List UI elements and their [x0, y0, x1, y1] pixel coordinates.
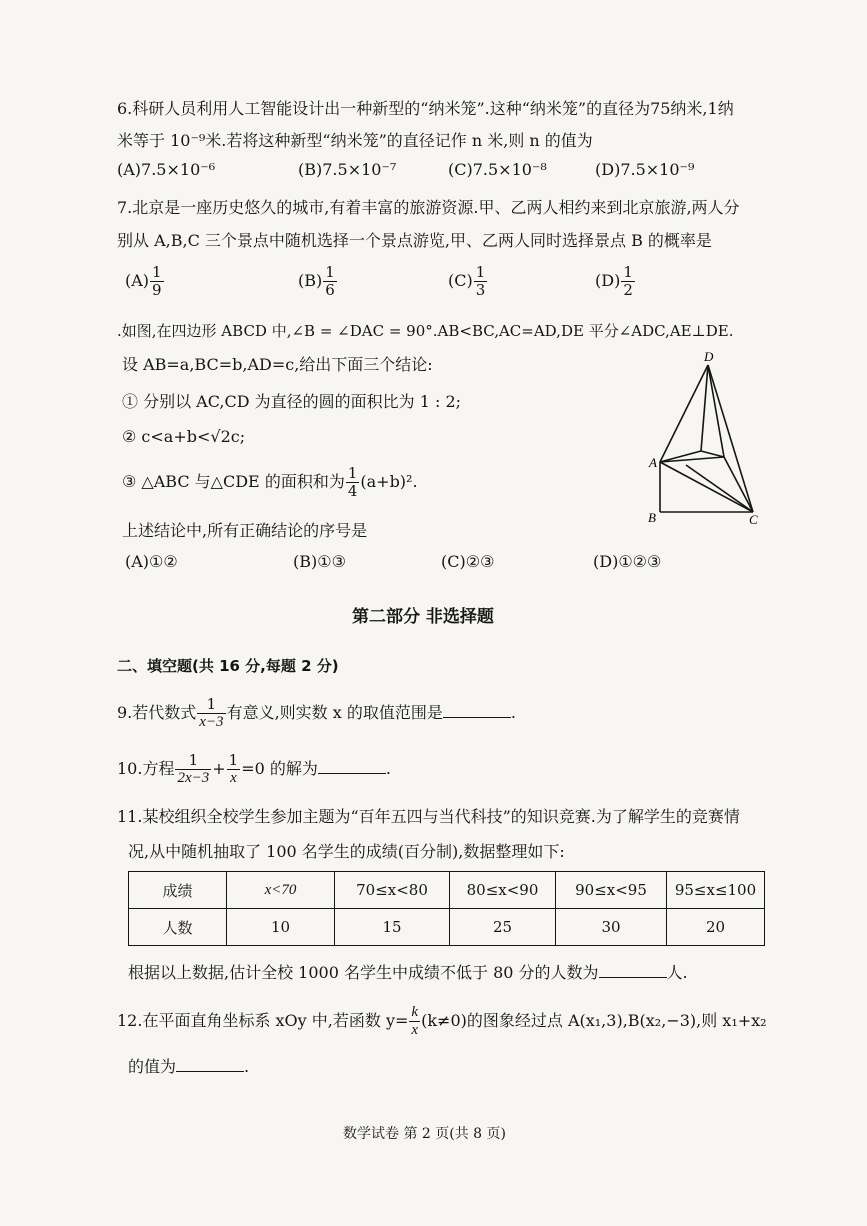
- quadrilateral-figure: [636, 345, 766, 530]
- q8-conclusion-1: ① 分别以 AC,CD 为直径的圆的面积比为 1 : 2;: [122, 392, 462, 411]
- q7-choice-b: (B) $\frac{1}{6}$: [298, 263, 335, 299]
- q10-answer-blank: [318, 757, 386, 774]
- table-cell: x<70: [227, 872, 335, 909]
- table-cell: 80≤x<90: [450, 872, 556, 909]
- table-row-header: [129, 872, 765, 909]
- q10: 10.方程 $\frac{1}{2x-3}$ + $\frac{1}{x}$ =0 的解为 .: [117, 751, 391, 786]
- q11-line1: 11.某校组织全校学生参加主题为“百年五四与当代科技”的知识竞赛.为了解学生的竞赛情: [117, 807, 740, 826]
- section2-header: 二、填空题(共 16 分,每题 2 分): [117, 657, 339, 675]
- table-cell: 人数: [129, 909, 227, 946]
- q8-conclusion-3: ③ △ABC 与△CDE 的面积和为 $\frac{1}{4}$ (a+b)².: [122, 464, 418, 500]
- q8-summary: 上述结论中,所有正确结论的序号是: [122, 521, 368, 540]
- q12-line2: 的值为 .: [128, 1057, 250, 1076]
- q7-choice-d: (D) $\frac{1}{2}$: [595, 263, 633, 299]
- table-cell: 成绩: [129, 872, 227, 909]
- table-cell: 20: [667, 909, 765, 946]
- q11-tail: 根据以上数据,估计全校 1000 名学生中成绩不低于 80 分的人数为 人.: [128, 963, 688, 982]
- q12-line1: 12.在平面直角坐标系 xOy 中,若函数 y= $\frac{k}{x}$ (k≠0)的图象经过点 A(x₁,3),B(x₂,−3),则 x₁+x₂: [117, 1004, 767, 1038]
- q8-choice-a: (A)①②: [125, 552, 178, 571]
- q8-choice-c: (C)②③: [441, 552, 495, 571]
- table-cell: 70≤x<80: [335, 872, 450, 909]
- q11-answer-blank: [599, 961, 667, 978]
- edge-dc: [708, 365, 753, 512]
- part2-title: 第二部分 非选择题: [352, 607, 494, 627]
- table-cell: 10: [227, 909, 335, 946]
- table-cell: 90≤x<95: [556, 872, 667, 909]
- table-cell: 30: [556, 909, 667, 946]
- q9-answer-blank: [443, 701, 511, 718]
- q8-line2: 设 AB=a,BC=b,AD=c,给出下面三个结论:: [122, 355, 433, 374]
- q7-line1: 7.北京是一座历史悠久的城市,有着丰富的旅游资源.甲、乙两人相约来到北京旅游,两人分: [117, 198, 740, 217]
- q7-choice-c: (C) $\frac{1}{3}$: [448, 263, 486, 299]
- label-d: D: [704, 349, 714, 364]
- q7-line2: 别从 A,B,C 三个景点中随机选择一个景点游览,甲、乙两人同时选择景点 B 的概率是: [117, 231, 712, 250]
- q6-choice-d: (D)7.5×10⁻⁹: [595, 160, 695, 179]
- q12-answer-blank: [176, 1055, 244, 1072]
- table-cell: 15: [335, 909, 450, 946]
- q7-choice-a: (A) $\frac{1}{9}$: [125, 263, 162, 299]
- segment-inner-c: [686, 465, 753, 512]
- label-c: C: [749, 512, 758, 527]
- table-cell: 25: [450, 909, 556, 946]
- page-footer: 数学试卷 第 2 页(共 8 页): [343, 1126, 506, 1142]
- table-row-counts: [129, 909, 765, 946]
- q8-choice-b: (B)①③: [293, 552, 346, 571]
- q8-choice-d: (D)①②③: [593, 552, 662, 571]
- q8-line1: .如图,在四边形 ABCD 中,∠B = ∠DAC = 90°.AB<BC,AC=AD,DE 平分∠ADC,AE⊥DE.: [117, 322, 734, 340]
- q6-choice-a: (A)7.5×10⁻⁶: [117, 160, 216, 179]
- q11-line2: 况,从中随机抽取了 100 名学生的成绩(百分制),数据整理如下:: [128, 842, 565, 861]
- label-b: B: [648, 510, 656, 525]
- table-cell: 95≤x≤100: [667, 872, 765, 909]
- segment-inner-e: [701, 451, 724, 457]
- q6-choice-c: (C)7.5×10⁻⁸: [448, 160, 547, 179]
- q6-line2: 米等于 10⁻⁹米.若将这种新型“纳米笼”的直径记作 n 米,则 n 的值为: [117, 131, 593, 150]
- q6-line1: 6.科研人员利用人工智能设计出一种新型的“纳米笼”.这种“纳米笼”的直径为75纳米,1纳: [117, 99, 734, 118]
- score-table: [128, 871, 765, 946]
- q8-conclusion-2: ② c<a+b<√2c;: [122, 427, 246, 446]
- q9: 9.若代数式 $\frac{1}{x-3}$ 有意义,则实数 x 的取值范围是 .: [117, 695, 516, 730]
- label-a: A: [649, 455, 657, 470]
- q6-choice-b: (B)7.5×10⁻⁷: [298, 160, 397, 179]
